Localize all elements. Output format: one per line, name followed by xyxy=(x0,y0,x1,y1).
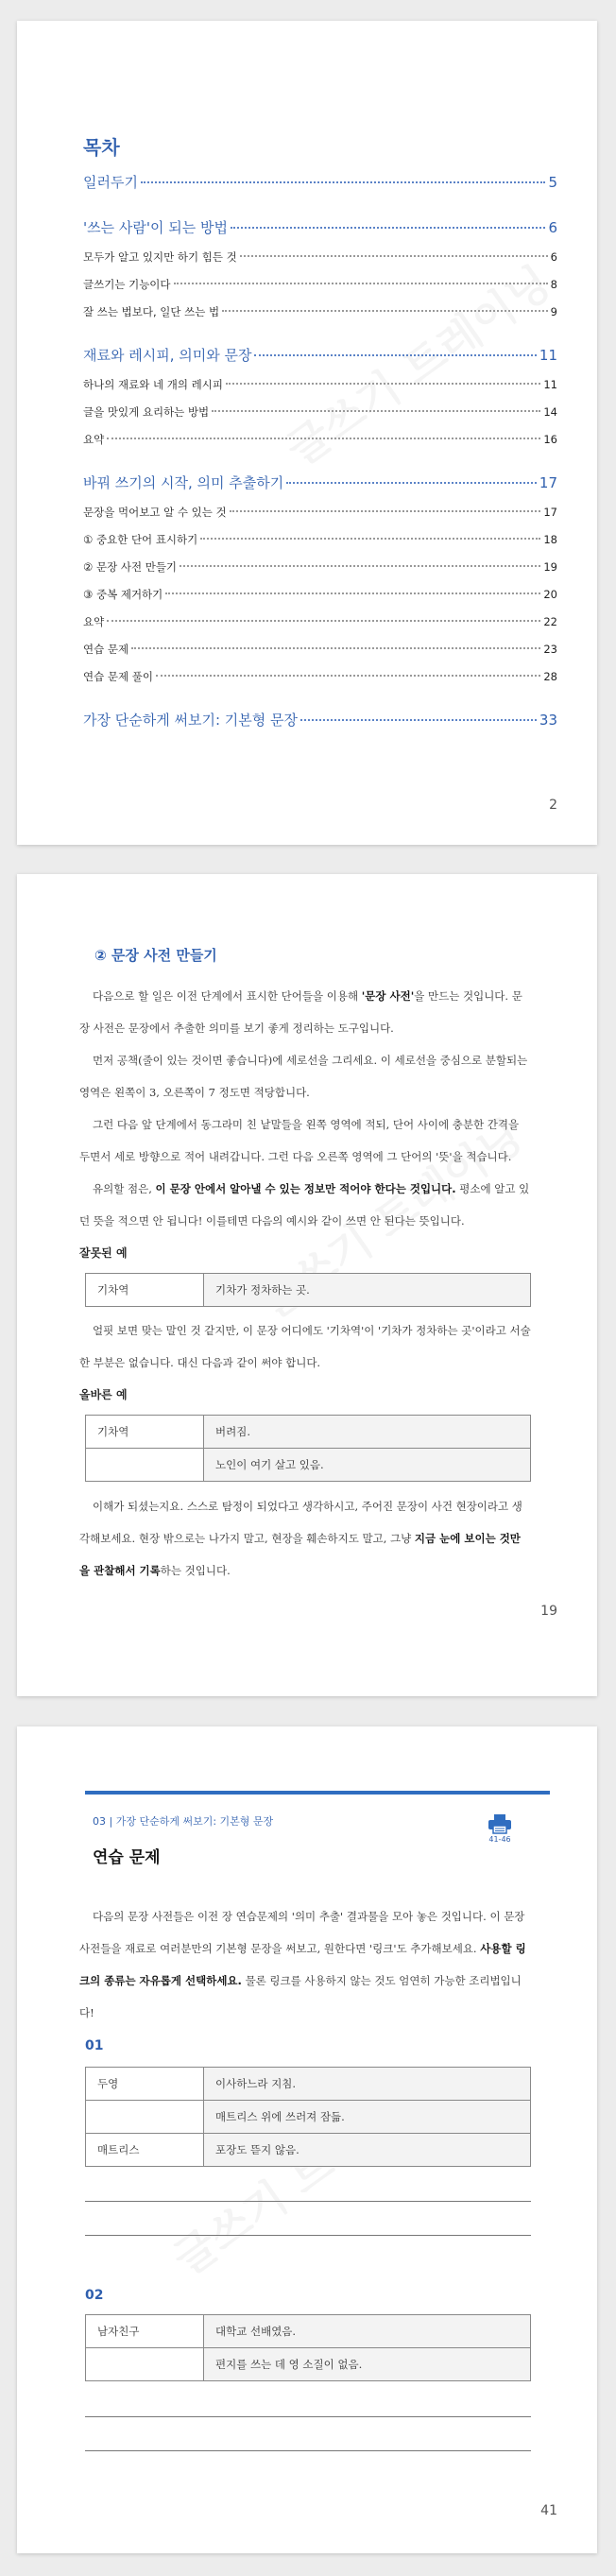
question-2-table xyxy=(85,2314,531,2381)
toc-list xyxy=(83,172,557,742)
toc-entry[interactable]: 연습 문제 풀이 28 xyxy=(83,670,557,683)
toc-page xyxy=(17,21,597,845)
paragraph: 다음으로 할 일은 이전 단계에서 표시한 단어들을 이용해 '문장 사전'을 만드는 것입니다. 문장 사전은 문장에서 추출한 의미를 보기 좋게 정리하는 도구입니다. xyxy=(79,989,522,1035)
wrong-example-table xyxy=(85,1273,531,1307)
header-rule xyxy=(85,1791,550,1795)
answer-line[interactable] xyxy=(85,2450,531,2451)
toc-entry[interactable]: 요약 22 xyxy=(83,615,557,628)
print-range: 41-46 xyxy=(488,1835,511,1844)
page-number: 2 xyxy=(549,798,557,813)
printer-icon xyxy=(486,1813,514,1834)
paragraph: 그런 다음 앞 단계에서 동그라미 친 낱말들을 왼쪽 영역에 적되, 단어 사이에 충분한 간격을 두면서 세로 방향으로 적어 내려갑니다. 그런 다음 오른쪽 영역에 그 단어의 '뜻'을 적습니다. xyxy=(79,1118,520,1163)
toc-entry[interactable]: 재료와 레시피, 의미와 문장 11 xyxy=(83,347,557,364)
toc-entry[interactable]: 글쓰기는 기능이다 8 xyxy=(83,278,557,291)
table-row: 편지를 쓰는 데 영 소질이 없음. xyxy=(86,2348,531,2381)
answer-line[interactable] xyxy=(85,2201,531,2202)
paragraph: 다음의 문장 사전들은 이전 장 연습문제의 '의미 추출' 결과물을 모아 놓은 것입니다. 이 문장 사전들을 재료로 여러분만의 기본형 문장을 써보고, 원한다면 '링크'도 추가해보세요. 사용할 링크의 종류는 자유롭게 선택하세요. 물론 링크를 사용하지 않는 것도 엄연히 가능한 조리법입니다! xyxy=(79,1910,526,2019)
paragraph: 유의할 점은, 이 문장 안에서 알아낼 수 있는 정보만 적어야 한다는 것입니다. 평소에 알고 있던 뜻을 적으면 안 됩니다! 이를테면 다음의 예시와 같이 쓰면 안 된다는 뜻입니다. xyxy=(79,1182,530,1228)
paragraph: 먼저 공책(줄이 있는 것이면 좋습니다)에 세로선을 그리세요. 이 세로선을 중심으로 분할되는 영역은 왼쪽이 3, 오른쪽이 7 정도면 적당합니다. xyxy=(79,1054,528,1099)
chapter-label: 03 | 가장 단순하게 써보기: 기본형 문장 xyxy=(93,1815,274,1828)
table-row: 남자친구 대학교 선배였음. xyxy=(86,2315,531,2348)
page-number: 19 xyxy=(540,1604,557,1619)
toc-entry[interactable]: 하나의 재료와 네 개의 레시피 11 xyxy=(83,378,557,391)
print-button[interactable] xyxy=(486,1813,514,1844)
section-page xyxy=(17,874,597,1696)
table-row: 매트리스 포장도 뜯지 않음. xyxy=(86,2134,531,2167)
toc-entry[interactable]: 문장을 먹어보고 알 수 있는 것 17 xyxy=(83,506,557,519)
toc-entry[interactable]: 모두가 알고 있지만 하기 힘든 것 6 xyxy=(83,250,557,264)
paragraph: 이해가 되셨는지요. 스스로 탐정이 되었다고 생각하시고, 주어진 문장이 사건 현장이라고 생각해보세요. 현장 밖으로는 나가지 말고, 현장을 훼손하지도 말고, 그냥 지금 눈에 보이는 것만을 관찰해서 기록하는 것입니다. xyxy=(79,1500,522,1577)
table-row: 노인이 여기 살고 있음. xyxy=(86,1449,531,1482)
paragraph: 얼핏 보면 맞는 말인 것 같지만, 이 문장 어디에도 '기차역'이 '기차가 정차하는 곳'이라고 서술한 부분은 없습니다. 대신 다음과 같이 써야 합니다. xyxy=(79,1324,531,1369)
toc-entry[interactable]: 바꿔 쓰기의 시작, 의미 추출하기 17 xyxy=(83,474,557,491)
toc-entry[interactable]: 요약 16 xyxy=(83,433,557,446)
toc-entry[interactable]: ③ 중복 제거하기 20 xyxy=(83,588,557,601)
table-row: 기차역 버려짐. xyxy=(86,1416,531,1449)
table-row: 두영 이사하느라 지침. xyxy=(86,2068,531,2101)
wrong-example-label: 잘못된 예 xyxy=(79,1246,128,1260)
answer-line[interactable] xyxy=(85,2235,531,2236)
exercise-page xyxy=(17,1726,597,2553)
table-row: 기차역 기차가 정차하는 곳. xyxy=(86,1274,531,1307)
toc-title: 목차 xyxy=(83,136,120,159)
toc-entry[interactable]: 가장 단순하게 써보기: 기본형 문장 33 xyxy=(83,712,557,729)
toc-entry[interactable]: '쓰는 사람'이 되는 방법 6 xyxy=(83,219,557,236)
right-example-label: 올바른 예 xyxy=(79,1388,128,1401)
toc-entry[interactable]: 잘 쓰는 법보다, 일단 쓰는 법 9 xyxy=(83,305,557,318)
page-number: 41 xyxy=(540,2503,557,2518)
exercise-title: 연습 문제 xyxy=(93,1848,161,1867)
toc-entry[interactable]: 일러두기 5 xyxy=(83,174,557,191)
table-row: 매트리스 위에 쓰러져 잠듦. xyxy=(86,2101,531,2134)
question-number: 01 xyxy=(85,2038,104,2053)
question-1-table xyxy=(85,2067,531,2167)
toc-entry[interactable]: ① 중요한 단어 표시하기 18 xyxy=(83,533,557,546)
toc-entry[interactable]: ② 문장 사전 만들기 19 xyxy=(83,560,557,574)
question-number: 02 xyxy=(85,2288,104,2303)
toc-entry[interactable]: 연습 문제 23 xyxy=(83,643,557,656)
answer-line[interactable] xyxy=(85,2416,531,2417)
right-example-table xyxy=(85,1415,531,1482)
section-title: ② 문장 사전 만들기 xyxy=(94,947,217,964)
toc-entry[interactable]: 글을 맛있게 요리하는 방법 14 xyxy=(83,405,557,419)
